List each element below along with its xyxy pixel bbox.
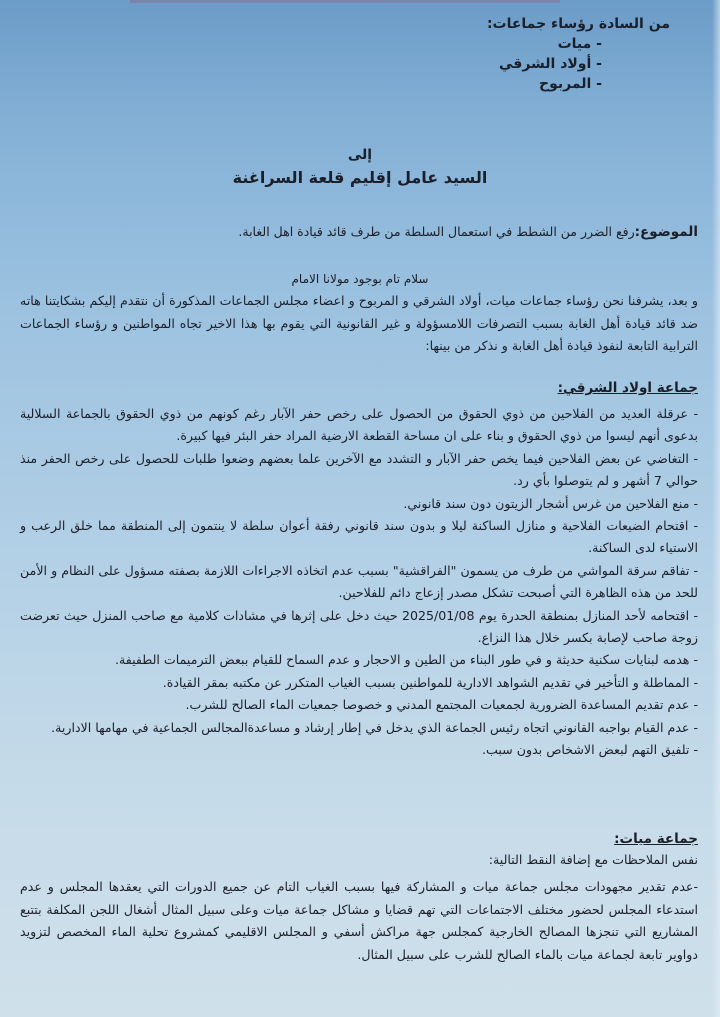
sender-block <box>470 14 670 94</box>
subject-text: رفع الضرر من الشطط في استعمال السلطة من طرف قائد قيادة اهل الغابة. <box>238 224 635 239</box>
photo-edge <box>130 0 560 3</box>
complaint-item: - عدم تقديم المساعدة الضرورية لجمعيات المجتمع المدني و خصوصا جمعيات الماء الصالح للشرب. <box>185 697 698 713</box>
intro-paragraph: و بعد، يشرفنا نحن رؤساء جماعات ميات، أولاد الشرقي و المربوح و اعضاء مجلس الجماعات المذكورة أن نتقدم إليكم بشكايتنا هاته ضد قائد قيادة أهل الغابة بسبب التصرفات اللامسؤولة و غير القانونية التي يقوم بها هذا الاخير تجاه المواطنين و رؤساء الجماعات الترابية التابعة لنفوذ قيادة أهل الغابة و نذكر من بينها: <box>20 293 698 353</box>
complaint-item: - اقتحامه لأحد المنازل بمنطقة الحدرة يوم 2025/01/08 حيث دخل على إثرها في مشادات كلامية مع صاحب المنزل حيث تعرضت زوجة صاحب لإصابة بكسر خلال هذا النزاع. <box>20 607 698 646</box>
section-heading-myat: جماعة ميات: <box>614 831 698 847</box>
section-subheading-myat: نفس الملاحظات مع إضافة النقط التالية: <box>488 852 698 867</box>
complaint-item: - عرقلة العديد من الفلاحين من ذوي الحقوق من الحصول على رخص حفر الآبار رغم كونهم من ذوي الحقوق بالجماعة السلالية بدعوى أنهم ليسوا من ذوي الحقوق و بناء على ان مساحة القطعة الارضية المراد حفر البئر فيها كبيرة. <box>20 406 698 444</box>
complaint-item: -عدم تقدير مجهودات مجلس جماعة ميات و المشاركة فيها بسبب الغياب التام عن جميع الدورات التي يعقدها المجلس و عدم استدعاء المجلس لحضور مختلف الاجتماعات التي تهم قضايا و مشاكل جماعة ميات وعلى سبيل المثال أشغال اللجن المكلفة بتتبع المشاريع التي تنجزها المصالح الخارجية كمجلس جهة مراكش أسفي و المجلس الاقليمي كمشروع تحلية الماء المخصص لتزويد دواوير تابعة لجماعة ميات بالماء الصالح للشرب على سبيل المثال. <box>20 879 698 962</box>
recipient-label: إلى <box>347 147 373 163</box>
complaint-item: - هدمه لبنايات سكنية حديثة و في طور البناء من الطين و الاحجار و عدم السماح للقيام ببعض الترميمات الطفيفة. <box>114 652 698 668</box>
complaints-list-myat <box>20 876 698 966</box>
section-heading-ouled-cherki: جماعة اولاد الشرقي: <box>557 380 698 396</box>
sender-title: من السادة رؤساء جماعات: <box>486 16 670 32</box>
sender-commune: - أولاد الشرقي <box>498 56 602 72</box>
complaint-item: - التغاضي عن بعض الفلاحين فيما يخص حفر الآبار و التشدد مع الآخرين علما بعضهم وضعوا طلبات للحصول على رخص الحفر منذ حوالي 7 أشهر و لم يتوصلوا بأي رد. <box>20 450 698 489</box>
complaint-item: - عدم القيام بواجبه القانوني اتجاه رئيس الجماعة الذي يدخل في إطار إرشاد و مساعدةالمجالس الجماعية في مهامها الادارية. <box>51 719 698 735</box>
sender-commune: - المربوح <box>539 76 602 92</box>
complaint-item: - المماطلة و التأخير في تقديم الشواهد الادارية للمواطنين بسبب الغياب المتكرر عن مكتبه بمقر القيادة. <box>162 674 698 690</box>
greeting: سلام تام بوجود مولانا الامام <box>291 272 429 286</box>
complaint-item: - منع الفلاحين من غرس أشجار الزيتون دون سند قانوني. <box>403 495 698 511</box>
subject-label: الموضوع: <box>634 224 698 240</box>
complaint-item: - تلفيق التهم لبعض الاشخاص بدون سبب. <box>482 742 698 758</box>
subject-line <box>178 222 698 242</box>
complaint-item: - اقتحام الضيعات الفلاحية و منازل الساكنة ليلا و بدون سند قانوني رفقة أعوان سلطة لا ينتمون إلى المنطقة مما خلق الرعب و الاستياء لدى الساكنة. <box>20 518 698 556</box>
recipient-addressee: السيد عامل إقليم قلعة السراغنة <box>232 168 488 187</box>
sender-communes-list <box>470 34 670 94</box>
sender-commune: - ميات <box>557 36 602 52</box>
complaint-item: - تفاقم سرقة المواشي من طرف من يسمون "الفراقشية" بسبب عدم اتخاذه الاجراءات اللازمة بصفته مسؤول على النظام و الأمن للحد من هذه الظاهرة التي أصبحت تشكل مصدر إزعاج دائم للفلاحين. <box>20 562 698 601</box>
complaints-list-ouled-cherki <box>20 403 698 762</box>
recipient-block <box>0 144 720 190</box>
